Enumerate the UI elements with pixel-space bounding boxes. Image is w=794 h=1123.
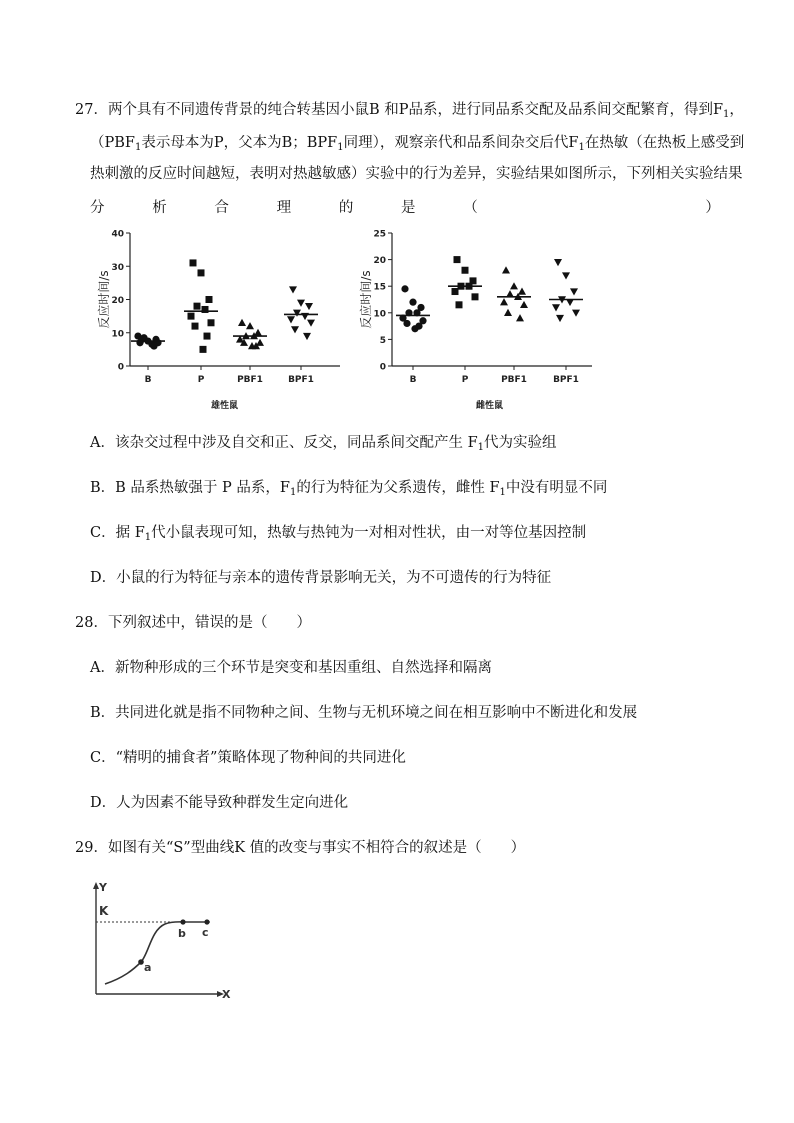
data-point xyxy=(190,259,197,266)
data-point xyxy=(554,259,562,266)
q27-option-c: C．据 $F_1$代小鼠表现可知，热敏与热钝为一对相对性状，由一对等位基因控制 xyxy=(90,525,587,543)
y-tick-label: 0 xyxy=(117,362,124,373)
data-point xyxy=(303,333,311,340)
data-point xyxy=(204,333,211,340)
chart-female xyxy=(352,222,604,410)
y-tick-label: 15 xyxy=(373,282,386,293)
data-point xyxy=(500,298,508,305)
q27-text: 27．两个具有不同遗传背景的纯合转基因小鼠B 和P品系，进行同品系交配及品系间交配繁育，得到F xyxy=(75,102,724,118)
y-axis-label: Y xyxy=(99,881,107,894)
point-c-label: c xyxy=(202,926,209,939)
data-point xyxy=(198,269,205,276)
q28-option-d: D．人为因素不能导致种群发生定向进化 xyxy=(90,795,349,811)
y-axis-label: 反应时间/s xyxy=(97,270,111,329)
data-point xyxy=(289,286,297,293)
x-tick-label: BPF1 xyxy=(288,375,314,385)
data-point xyxy=(291,326,299,333)
q27-line1: 27．两个具有不同遗传背景的纯合转基因小鼠B 和P品系，进行同品系交配及品系间交配繁育，得到$F_1$， xyxy=(75,102,744,120)
q29-stem: 29．如图有关“S”型曲线K 值的改变与事实不相符合的叙述是（ ） xyxy=(75,840,526,856)
point-b xyxy=(180,919,185,924)
data-point xyxy=(297,300,305,307)
q27-option-a: A．该杂交过程中涉及自交和正、反交，同品系间交配产生 $F_1$代为实验组 xyxy=(90,435,557,453)
q27-option-d: D．小鼠的行为特征与亲本的遗传背景影响无关，为不可遗传的行为特征 xyxy=(90,570,552,586)
chart-male xyxy=(90,222,352,410)
data-point xyxy=(504,309,512,316)
data-point xyxy=(520,301,528,308)
data-point xyxy=(510,282,518,289)
data-point xyxy=(403,320,410,327)
point-a-label: a xyxy=(144,961,152,974)
data-point xyxy=(307,320,315,327)
q27-line3: 热刺激的反应时间越短，表明对热越敏感）实验中的行为差异，实验结果如图所示，下列相关实验结果 xyxy=(90,166,743,182)
data-point xyxy=(570,288,578,295)
q28-stem: 28．下列叙述中，错误的是（ ） xyxy=(75,615,311,631)
data-point xyxy=(293,310,301,317)
data-point xyxy=(516,314,524,321)
y-tick-label: 20 xyxy=(373,256,386,267)
data-point xyxy=(150,342,157,349)
y-tick-label: 20 xyxy=(111,296,124,306)
y-tick-label: 10 xyxy=(111,329,124,340)
q27-option-b: B．B 品系热敏强于 P 品系，$F_1$的行为特征为父系遗传，雌性 $F_1$中没有明显不同 xyxy=(90,480,608,498)
y-axis-label: 反应时间/s xyxy=(359,270,373,329)
data-point xyxy=(238,319,246,326)
x-tick-label: P xyxy=(461,375,469,385)
s-curve xyxy=(105,922,209,984)
y-tick-label: 30 xyxy=(111,262,124,273)
data-point xyxy=(305,303,313,310)
data-point xyxy=(208,319,215,326)
data-point xyxy=(188,313,195,320)
data-point xyxy=(472,293,479,300)
q28-option-b: B．共同进化就是指不同物种之间、生物与无机环境之间在相互影响中不断进化和发展 xyxy=(90,705,638,721)
data-point xyxy=(246,322,254,329)
chart-title: 雌性鼠 xyxy=(475,401,504,410)
data-point xyxy=(206,296,213,303)
k-label: K xyxy=(99,904,109,918)
data-point xyxy=(456,301,463,308)
chart-title: 雄性鼠 xyxy=(210,401,239,410)
data-point xyxy=(452,288,459,295)
data-point xyxy=(502,266,510,273)
y-tick-label: 10 xyxy=(373,309,386,320)
y-tick-label: 40 xyxy=(111,229,124,240)
data-point xyxy=(409,299,416,306)
x-tick-label: P xyxy=(197,375,205,385)
point-b-label: b xyxy=(178,927,186,940)
point-c xyxy=(204,919,209,924)
data-point xyxy=(138,336,145,343)
q28-option-c: C．“精明的捕食者”策略体现了物种间的共同进化 xyxy=(90,750,406,766)
data-point xyxy=(411,325,418,332)
data-point xyxy=(287,316,295,323)
x-tick-label: B xyxy=(409,375,417,385)
x-tick-label: PBF1 xyxy=(501,375,527,385)
data-point xyxy=(462,267,469,274)
y-tick-label: 25 xyxy=(373,229,386,240)
q27-line2: （$PBF_1$表示母本为P，父本为B；$BPF_1$同理），观察亲代和品系间杂交后代$F_1$在热敏（在热板上感受到 xyxy=(90,135,745,153)
data-point xyxy=(552,304,560,311)
x-tick-label: PBF1 xyxy=(237,375,263,385)
data-point xyxy=(518,288,526,295)
data-point xyxy=(454,256,461,263)
point-a xyxy=(138,959,144,965)
q27-line4: 分 析 合 理 的 是 （ ） xyxy=(90,200,720,216)
data-point xyxy=(562,272,570,279)
x-axis-label: X xyxy=(222,988,231,1001)
data-point xyxy=(194,303,201,310)
s-curve-figure xyxy=(85,878,245,1003)
data-point xyxy=(401,285,408,292)
data-point xyxy=(556,315,564,322)
x-tick-label: BPF1 xyxy=(553,375,579,385)
data-point xyxy=(192,323,199,330)
q28-option-a: A．新物种形成的三个环节是突变和基因重组、自然选择和隔离 xyxy=(90,660,492,676)
x-tick-label: B xyxy=(144,375,152,385)
y-tick-label: 0 xyxy=(379,362,386,373)
data-point xyxy=(200,346,207,353)
y-tick-label: 5 xyxy=(379,335,386,346)
data-point xyxy=(572,310,580,317)
